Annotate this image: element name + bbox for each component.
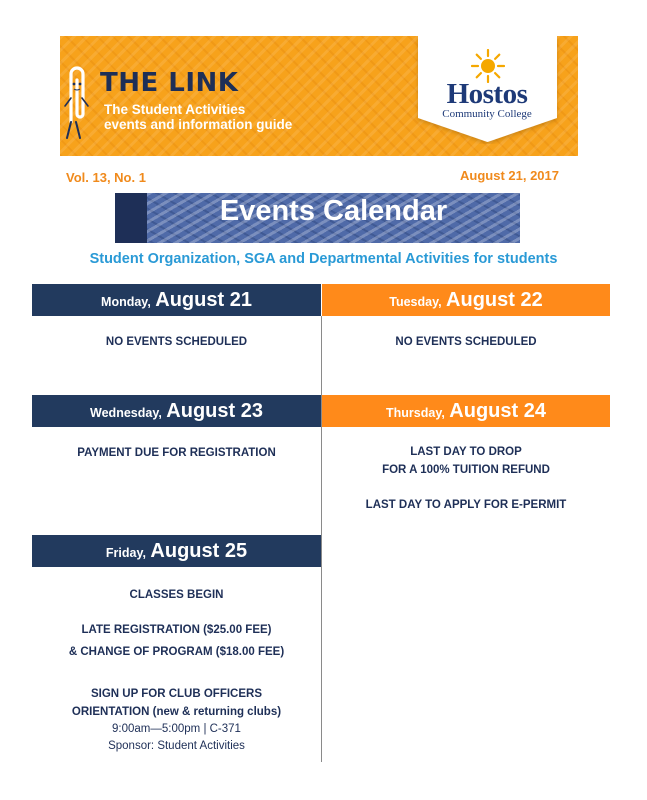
column-divider <box>321 316 322 762</box>
day-header-tuesday <box>322 284 610 316</box>
calendar-subtitle: Student Organization, SGA and Departmental Activities for students <box>89 251 558 267</box>
newsletter-subtitle <box>104 102 344 132</box>
calendar-title-accent <box>115 193 147 243</box>
issue-date: August 21, 2017 <box>460 168 559 183</box>
newsletter-subtitle-line1: The Student Activities <box>104 102 246 117</box>
day-name: Monday, <box>101 295 151 309</box>
logo-college: Community College <box>442 108 532 120</box>
event-item: NO EVENTS SCHEDULED <box>105 336 248 348</box>
event-item: LAST DAY TO DROP <box>410 446 522 458</box>
day-date: August 22 <box>446 289 543 311</box>
event-item: FOR A 100% TUITION REFUND <box>382 464 550 476</box>
volume-label: Vol. 13, No. 1 <box>66 170 146 185</box>
event-item: & CHANGE OF PROGRAM ($18.00 FEE) <box>68 646 285 658</box>
event-item: Sponsor: Student Activities <box>108 740 245 752</box>
event-item: NO EVENTS SCHEDULED <box>395 336 537 348</box>
day-header-friday <box>32 535 321 567</box>
event-item: LATE REGISTRATION ($25.00 FEE) <box>81 624 272 636</box>
day-name: Tuesday, <box>389 295 442 309</box>
day-name: Thursday, <box>386 406 445 420</box>
event-item: 9:00am—5:00pm | C-371 <box>112 723 241 735</box>
paperclip-mascot-icon <box>62 64 90 142</box>
event-item: CLASSES BEGIN <box>129 589 224 601</box>
event-item: ORIENTATION (new & returning clubs) <box>71 706 282 718</box>
day-header-thursday <box>322 395 610 427</box>
day-date: August 25 <box>150 540 248 562</box>
event-item: PAYMENT DUE FOR REGISTRATION <box>77 447 276 459</box>
day-date: August 24 <box>449 400 546 422</box>
event-item: SIGN UP FOR CLUB OFFICERS <box>90 688 263 700</box>
newsletter-title: THE LINK <box>100 68 239 98</box>
event-item: LAST DAY TO APPLY FOR E-PERMIT <box>365 499 567 511</box>
day-date: August 21 <box>155 289 252 311</box>
logo-name: Hostos <box>446 78 528 110</box>
day-name: Wednesday, <box>90 406 162 420</box>
day-header-wednesday <box>32 395 321 427</box>
day-name: Friday, <box>105 546 146 560</box>
newsletter-subtitle-line2: events and information guide <box>104 117 293 132</box>
calendar-title: Events Calendar <box>219 195 448 227</box>
day-header-monday <box>32 284 321 316</box>
day-date: August 23 <box>166 400 263 422</box>
